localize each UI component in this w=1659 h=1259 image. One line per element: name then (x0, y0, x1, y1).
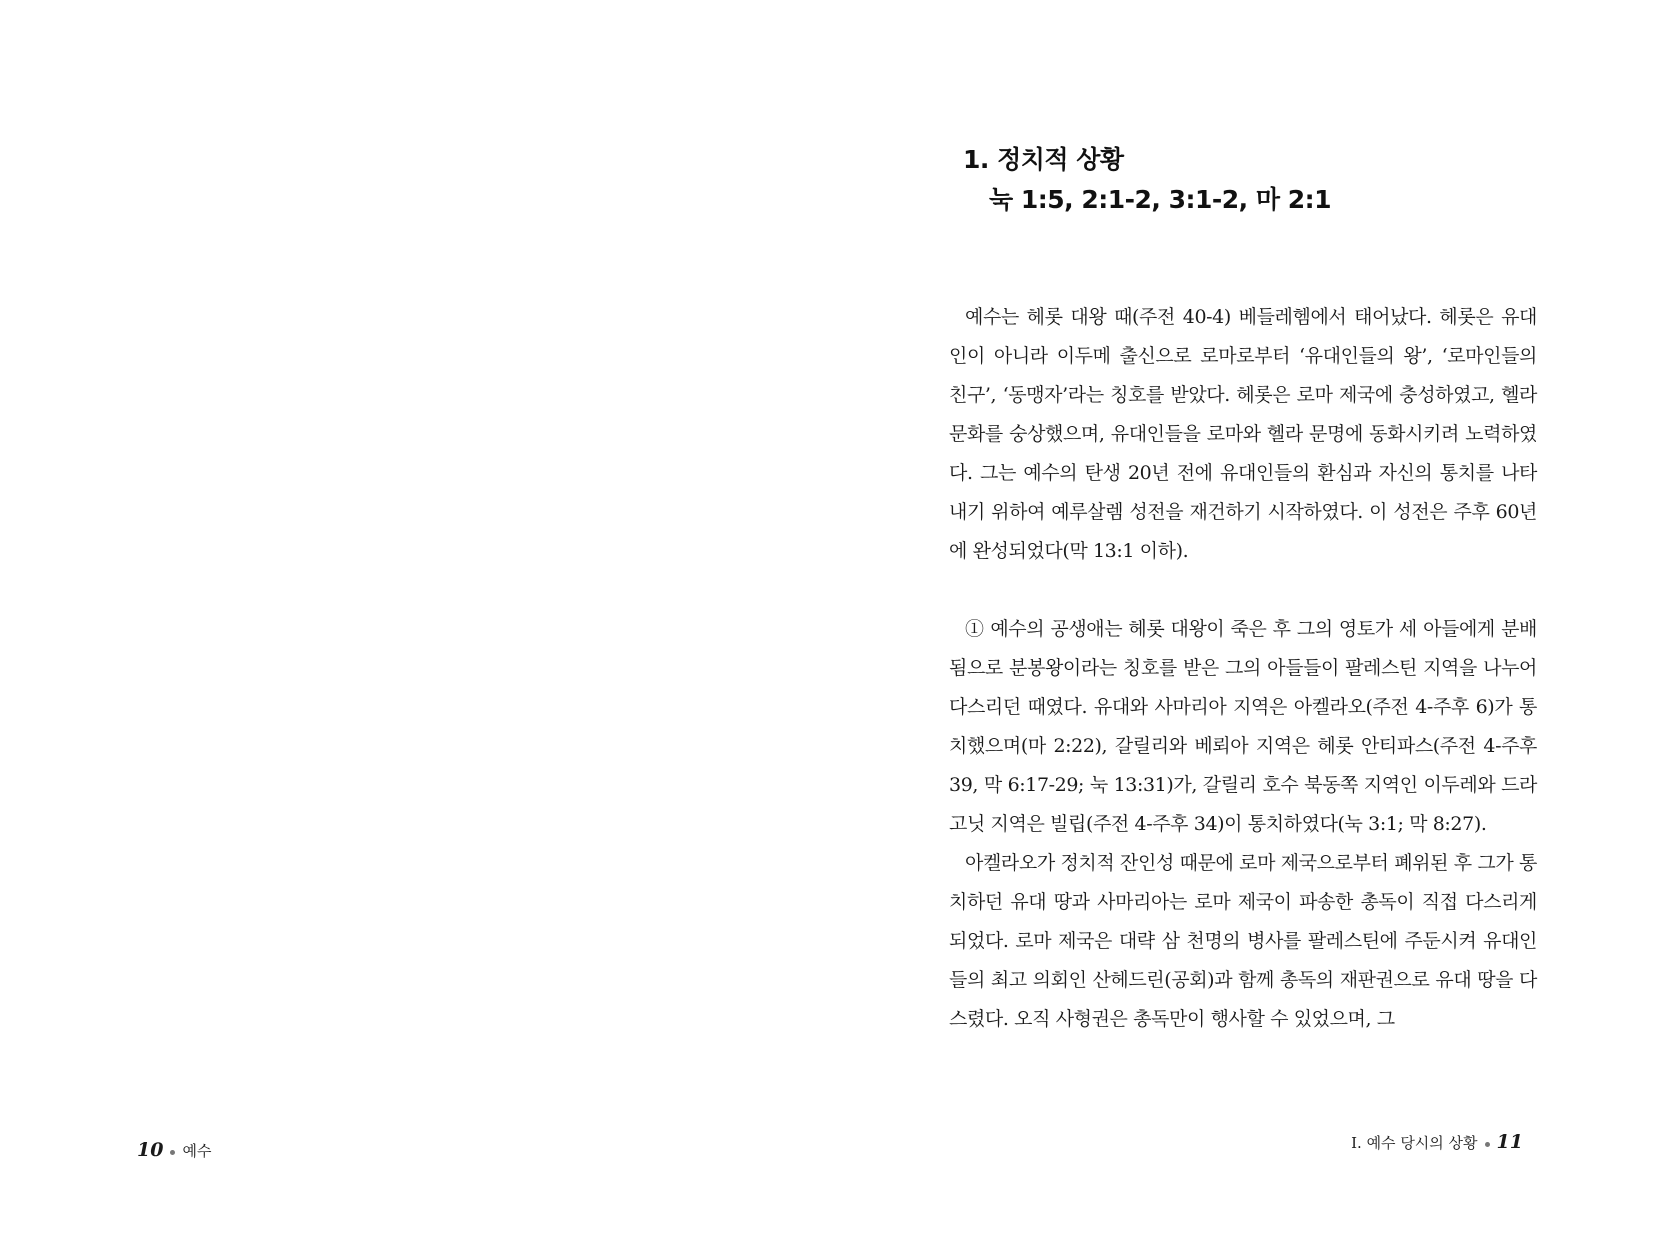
section-heading (963, 140, 1331, 220)
paragraph-3: 아켈라오가 정치적 잔인성 때문에 로마 제국으로부터 폐위된 후 그가 통치하던 유대 땅과 사마리아는 로마 제국이 파송한 총독이 직접 다스리게 되었다. 로마 제국은 대략 삼 천명의 병사를 팔레스틴에 주둔시켜 유대인들의 최고 의회인 산헤드린(공회)과 함께 총독의 재판권으로 유대 땅을 다스렸다. 오직 사형권은 총독만이 행사할 수 있었으며, 그 (949, 852, 1537, 1030)
left-page-footer (137, 1140, 211, 1161)
right-page (829, 0, 1659, 1259)
bullet-dot-icon (1485, 1142, 1490, 1147)
body-text (949, 298, 1537, 1039)
section-reference: 눅 1:5, 2:1-2, 3:1-2, 마 2:1 (989, 185, 1332, 214)
right-running-title: I. 예수 당시의 상황 (1351, 1134, 1478, 1152)
right-page-footer (1351, 1132, 1523, 1153)
right-page-number: 11 (1496, 1131, 1523, 1153)
bullet-dot-icon (170, 1150, 175, 1155)
paragraph-2: ① 예수의 공생애는 헤롯 대왕이 죽은 후 그의 영토가 세 아들에게 분배됨으로 분봉왕이라는 칭호를 받은 그의 아들들이 팔레스틴 지역을 나누어 다스리던 때였다. 유대와 사마리아 지역은 아켈라오(주전 4-주후 6)가 통치했으며(마 2:22), 갈릴리와 베뢰아 지역은 헤롯 안티파스(주전 4-주후 39, 막 6:17-29; 눅 13:31)가, 갈릴리 호수 북동쪽 지역인 이두레와 드라고닛 지역은 빌립(주전 4-주후 34)이 통치하였다(눅 3:1; 막 8:27). (949, 618, 1537, 835)
left-page-number: 10 (137, 1139, 164, 1161)
section-title: 1. 정치적 상황 (963, 145, 1124, 174)
left-running-title: 예수 (182, 1142, 212, 1160)
paragraph-1: 예수는 헤롯 대왕 때(주전 40-4) 베들레헴에서 태어났다. 헤롯은 유대인이 아니라 이두메 출신으로 로마로부터 ‘유대인들의 왕’, ‘로마인들의 친구’, ‘동맹자’라는 칭호를 받았다. 헤롯은 로마 제국에 충성하였고, 헬라 문화를 숭상했으며, 유대인들을 로마와 헬라 문명에 동화시키려 노력하였다. 그는 예수의 탄생 20년 전에 유대인들의 환심과 자신의 통치를 나타내기 위하여 예루살렘 성전을 재건하기 시작하였다. 이 성전은 주후 60년에 완성되었다(막 13:1 이하). (949, 306, 1537, 562)
left-page (0, 0, 829, 1259)
